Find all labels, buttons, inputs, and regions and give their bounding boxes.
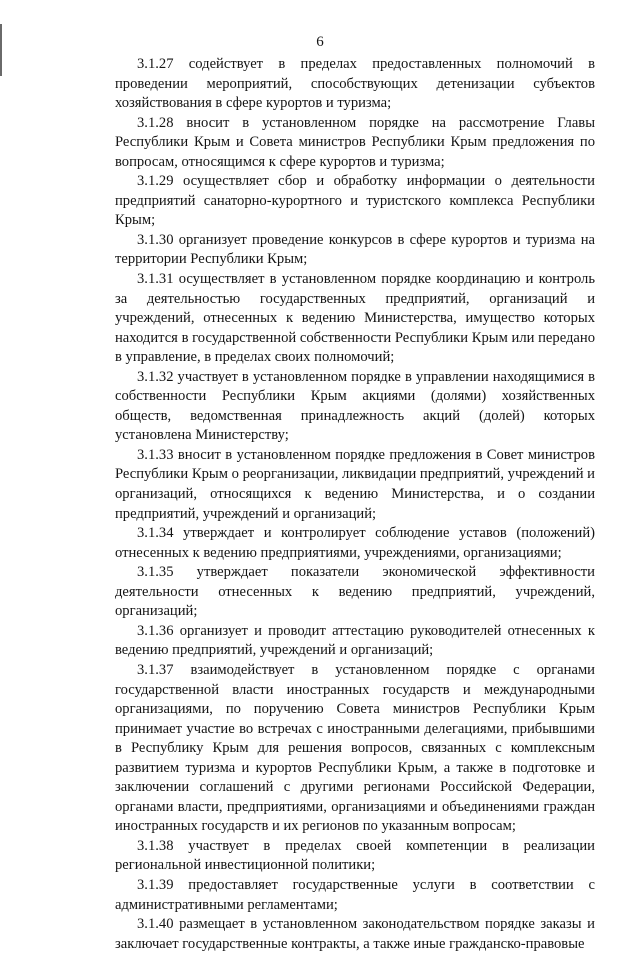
- paragraph-3-1-30: 3.1.30 организует проведение конкурсов в сфере курортов и туризма на территории Республики Крым;: [115, 231, 595, 268]
- paragraph-3-1-28: 3.1.28 вносит в установленном порядке на рассмотрение Главы Республики Крым и Совета министров Республики Крым предложения по вопросам, относящимся к сфере курортов и туризма;: [115, 114, 595, 170]
- paragraph-3-1-37: 3.1.37 взаимодействует в установленном порядке с органами государственной власти иностранных государств и международными организациями, по поручению Совета министров Республики Крым принимает участие во встречах с иностранными делегациями, прибывшими в Республику Крым для решения вопросов, связанных с комплексным развитием туризма и курортов Республики Крым, а также в подготовке и заключении соглашений с другими регионами Российской Федерации, органами власти, предприятиями, организациями и объединениями граждан иностранных государств и их регионов по указанным вопросам;: [115, 661, 595, 835]
- paragraph-3-1-35: 3.1.35 утверждает показатели экономической эффективности деятельности отнесенных к ведению предприятий, учреждений, организаций;: [115, 564, 595, 620]
- paragraph-3-1-40: 3.1.40 размещает в установленном законодательством порядке заказы и заключает государственные контракты, а также иные гражданско-правовые: [115, 916, 595, 952]
- paragraph-3-1-27: 3.1.27 содействует в пределах предоставленных полномочий в проведении мероприятий, способствующих детенизации субъектов хозяйствования в сфере курортов и туризма;: [115, 56, 595, 112]
- paragraph-3-1-36: 3.1.36 организует и проводит аттестацию руководителей отнесенных к ведению предприятий, учреждений и организаций;: [115, 622, 595, 659]
- paragraph-3-1-33: 3.1.33 вносит в установленном порядке предложения в Совет министров Республики Крым о реорганизации, ликвидации предприятий, учреждений и организаций, относящихся к ведению Министерства, и о создании предприятий, учреждений и организаций;: [115, 446, 595, 522]
- paragraph-3-1-39: 3.1.39 предоставляет государственные услуги в соответствии с административными регламентами;: [115, 876, 595, 913]
- page-number: 6: [316, 34, 324, 50]
- paragraph-3-1-29: 3.1.29 осуществляет сбор и обработку информации о деятельности предприятий санаторно-курортного и туристского комплекса Республики Крым;: [115, 173, 595, 229]
- page-body: [115, 55, 595, 954]
- paragraph-3-1-32: 3.1.32 участвует в установленном порядке в управлении находящимися в собственности Республики Крым акциями (долями) хозяйственных обществ, ведомственная принадлежность акций (долей) которых установлена Министерству;: [115, 368, 595, 444]
- paragraph-3-1-34: 3.1.34 утверждает и контролирует соблюдение уставов (положений) отнесенных к ведению предприятиями, учреждениями, организациями;: [115, 525, 595, 561]
- paragraph-3-1-31: 3.1.31 осуществляет в установленном порядке координацию и контроль за деятельностью государственных предприятий, организаций и учреждений, отнесенных к ведению Министерства, имущество которых находится в государственной собственности Республики Крым или передано в управление, в пределах своих полномочий;: [115, 271, 595, 366]
- paragraph-3-1-38: 3.1.38 участвует в пределах своей компетенции в реализации региональной инвестиционной политики;: [115, 837, 595, 874]
